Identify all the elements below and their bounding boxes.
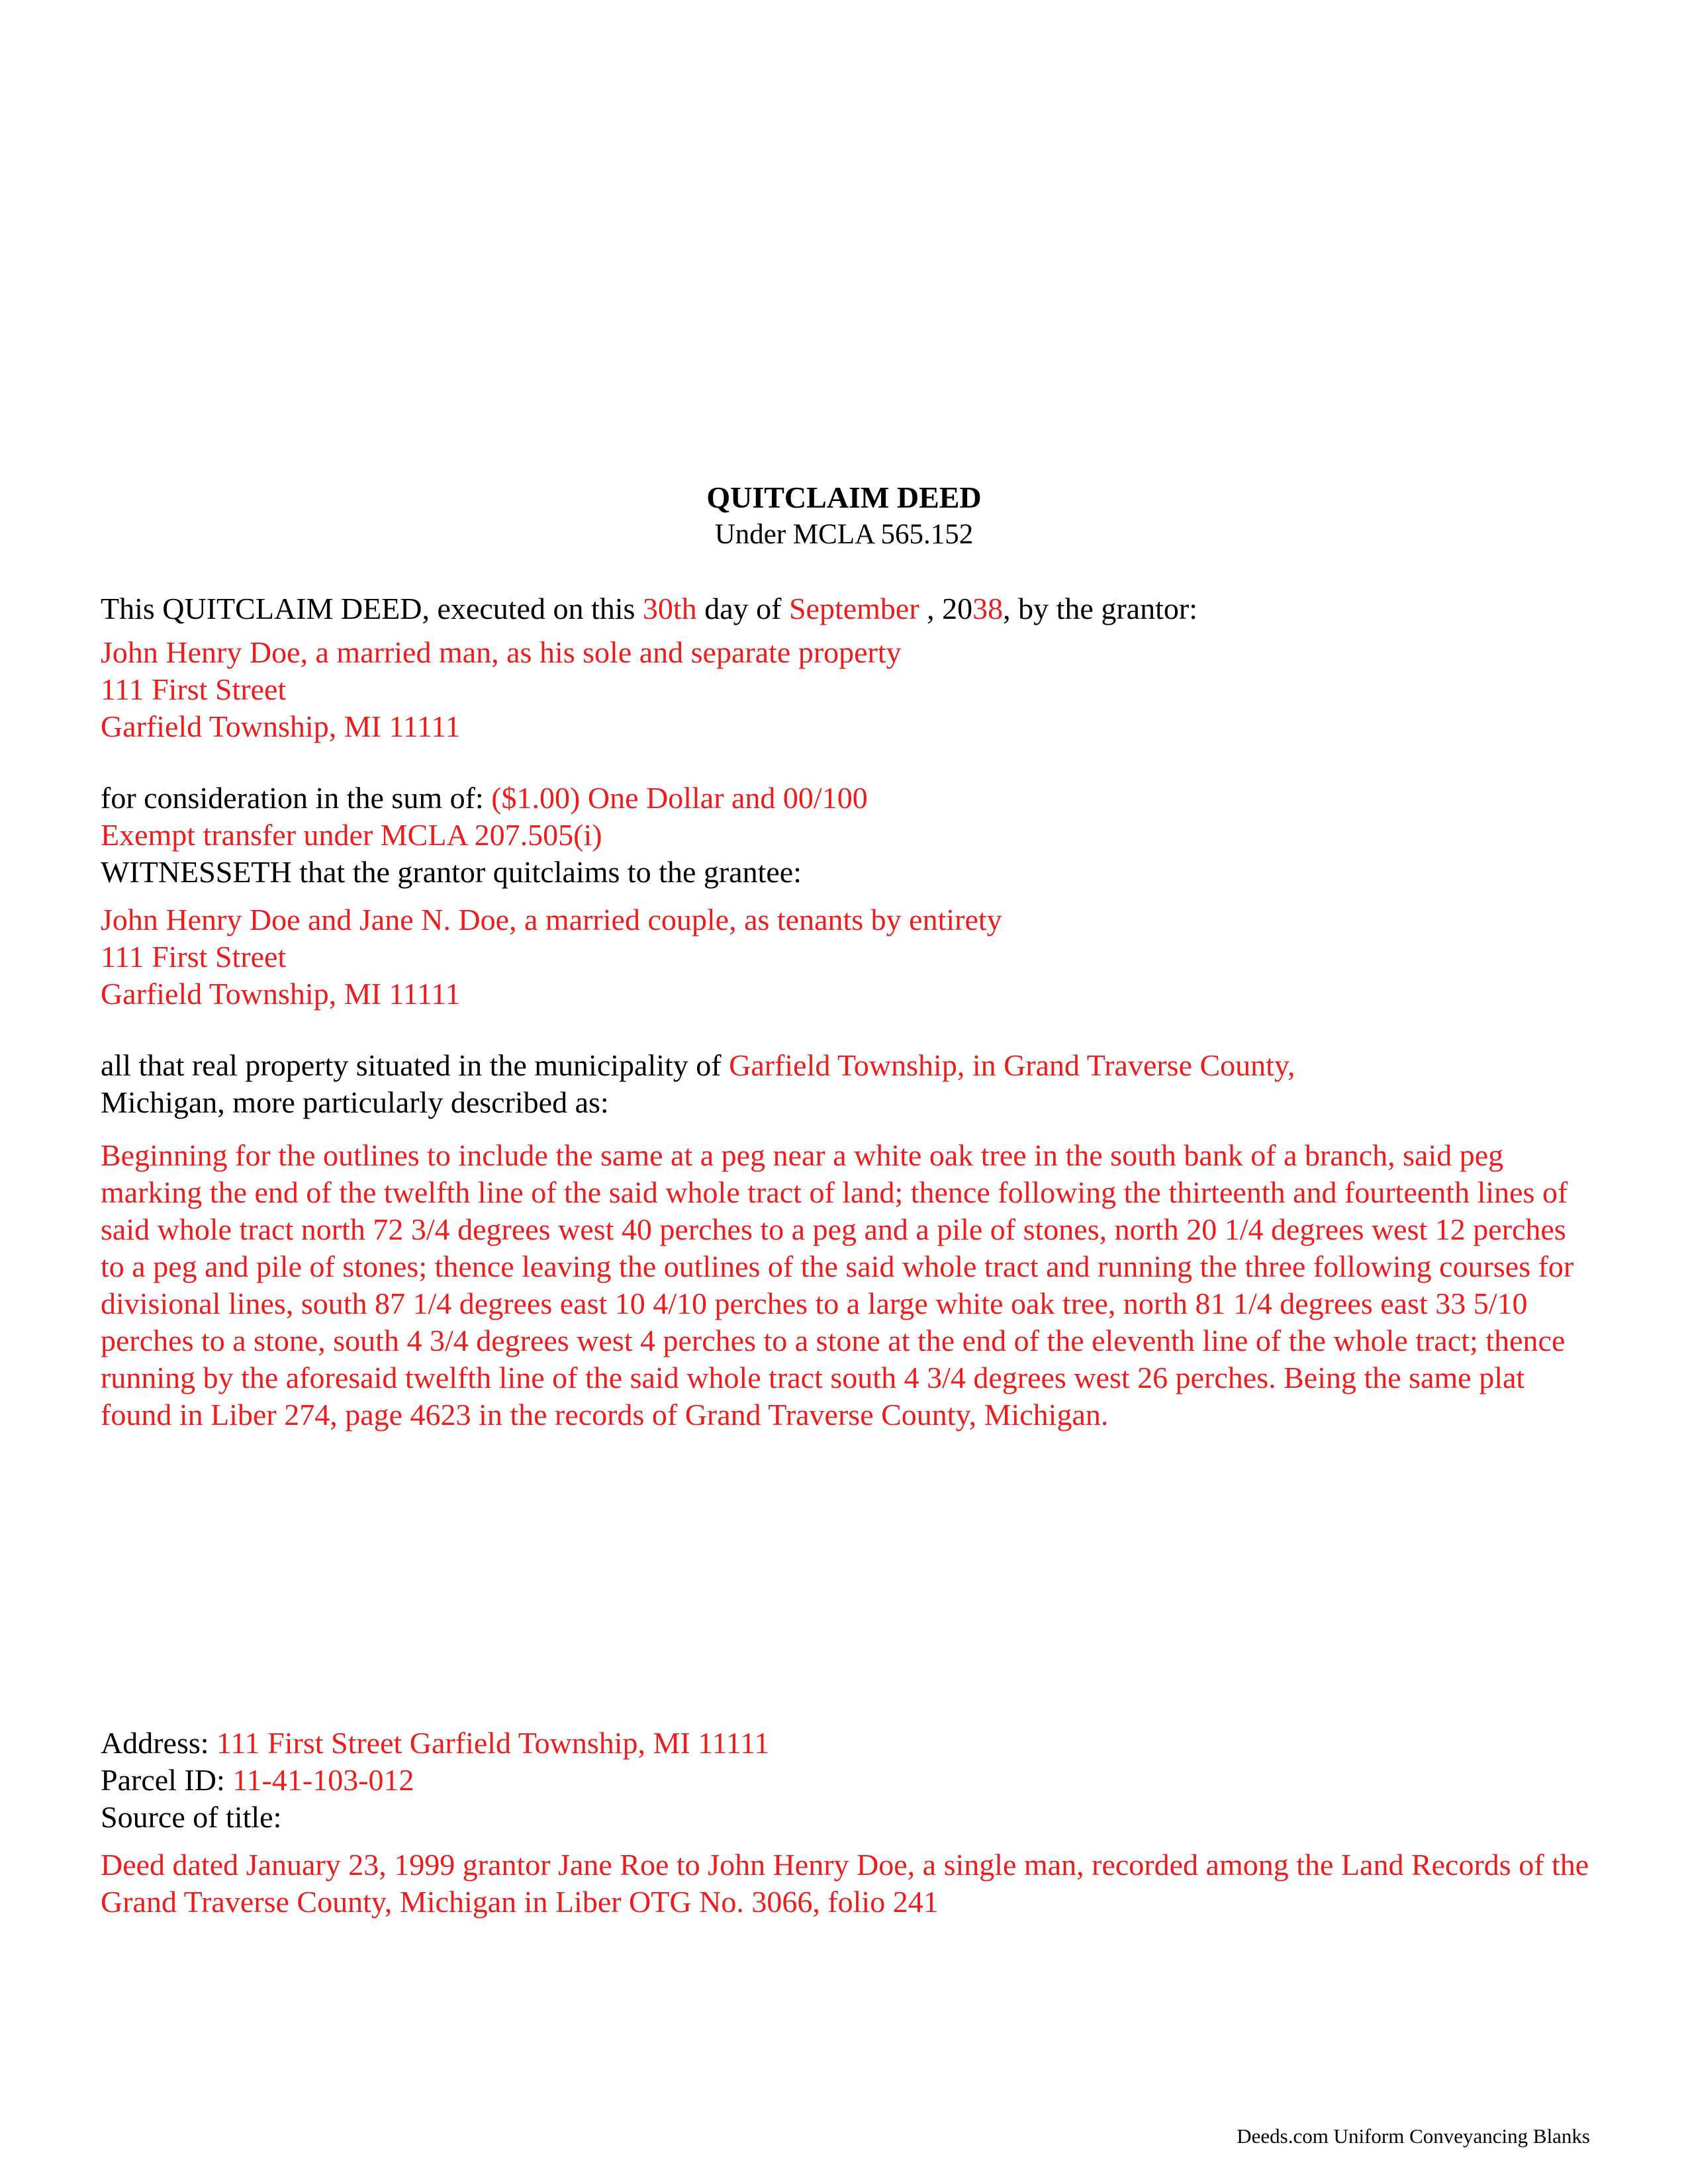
- execution-month: September: [788, 592, 919, 625]
- address-label: Address:: [101, 1726, 209, 1760]
- footer-credit: Deeds.com Uniform Conveyancing Blanks: [1237, 2124, 1590, 2148]
- parcel-label: Parcel ID:: [101, 1763, 225, 1797]
- source-value: Deed dated January 23, 1999 grantor Jane Roe to John Henry Doe, a single man, recorded among the Land Records of the Grand Traverse County, Michigan in Liber OTG No. 3066, folio 241: [101, 1848, 1589, 1919]
- execution-prefix: This QUITCLAIM DEED, executed on this: [101, 592, 635, 625]
- witnesseth-line: WITNESSETH that the grantor quitclaims to the grantee:: [101, 855, 802, 889]
- grantee-city: Garfield Township, MI 11111: [101, 977, 461, 1011]
- property-intro-line: [101, 1047, 1295, 1084]
- source-label: Source of title:: [101, 1800, 282, 1834]
- property-intro: all that real property situated in the municipality of: [101, 1048, 722, 1082]
- grantee-name: John Henry Doe and Jane N. Doe, a married couple, as tenants by entirety: [101, 903, 1002, 936]
- execution-line: [101, 590, 1197, 627]
- execution-day-of: day of: [704, 592, 782, 625]
- grantor-name: John Henry Doe, a married man, as his sole and separate property: [101, 635, 902, 669]
- consideration-exemption: Exempt transfer under MCLA 207.505(i): [101, 818, 602, 852]
- parcel-line: [101, 1762, 414, 1799]
- grantor-city: Garfield Township, MI 11111: [101, 709, 461, 743]
- legal-description: Beginning for the outlines to include the same at a peg near a white oak tree in the south bank of a branch, said peg marking the end of the twelfth line of the said whole tract of land; thence following the thirteenth and fourteenth lines of said whole tract north 72 3/4 degrees west 40 perches to a peg and a pile of stones, north 20 1/4 degrees west 12 perches to a peg and pile of stones; thence leaving the outlines of the said whole tract and running the three following courses for divisional lines, south 87 1/4 degrees east 10 4/10 perches to a large white oak tree, north 81 1/4 degrees east 33 5/10 perches to a stone, south 4 3/4 degrees west 4 perches to a stone at the end of the eleventh line of the whole tract; thence running by the aforesaid twelfth line of the said whole tract south 4 3/4 degrees west 26 perches. Being the same plat found in Liber 274, page 4623 in the records of Grand Traverse County, Michigan.: [101, 1138, 1574, 1432]
- address-value: 111 First Street Garfield Township, MI 11111: [216, 1726, 770, 1760]
- consideration-amount: ($1.00) One Dollar and 00/100: [491, 781, 868, 815]
- execution-year-prefix: , 20: [927, 592, 973, 625]
- parcel-value: 11-41-103-012: [232, 1763, 414, 1797]
- document-subtitle: Under MCLA 565.152: [714, 519, 974, 550]
- grantor-street: 111 First Street: [101, 672, 287, 706]
- property-intro-cont: Michigan, more particularly described as:: [101, 1085, 609, 1119]
- execution-suffix: , by the grantor:: [1003, 592, 1197, 625]
- property-municipality: Garfield Township, in Grand Traverse County,: [729, 1048, 1295, 1082]
- consideration-line: [101, 780, 868, 817]
- execution-year-suffix: 38: [972, 592, 1004, 625]
- address-line: [101, 1725, 769, 1762]
- execution-day: 30th: [642, 592, 697, 625]
- consideration-label: for consideration in the sum of:: [101, 781, 484, 815]
- grantee-street: 111 First Street: [101, 940, 287, 974]
- document-title: QUITCLAIM DEED: [706, 480, 982, 514]
